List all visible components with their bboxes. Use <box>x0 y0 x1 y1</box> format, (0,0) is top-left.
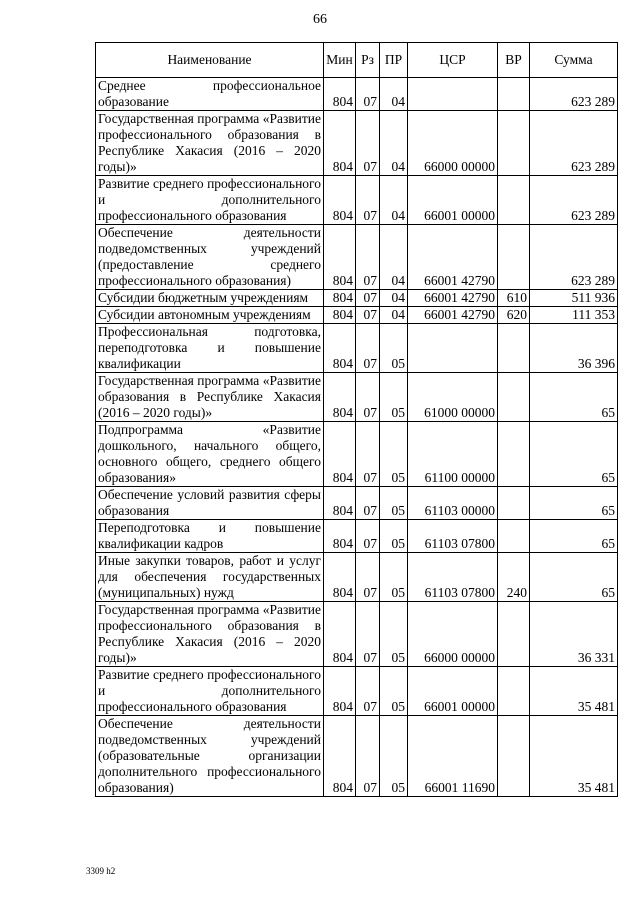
row-vr <box>498 111 530 176</box>
row-sum: 623 289 <box>530 111 618 176</box>
row-vr <box>498 667 530 716</box>
row-pr: 04 <box>380 307 408 324</box>
header-pr: ПР <box>380 43 408 78</box>
table-row <box>96 111 618 176</box>
table-body <box>96 78 618 797</box>
row-name: Развитие среднего профессионального и дополнительного профессионального образования <box>96 667 324 716</box>
row-csr: 66001 11690 <box>408 716 498 797</box>
row-rz: 07 <box>356 111 380 176</box>
row-sum: 65 <box>530 487 618 520</box>
header-sum: Сумма <box>530 43 618 78</box>
row-vr <box>498 422 530 487</box>
row-min: 804 <box>324 290 356 307</box>
row-rz: 07 <box>356 716 380 797</box>
row-name: Государственная программа «Развитие профессионального образования в Республике Хакасия (2016 – 2020 годы)» <box>96 111 324 176</box>
header-vr: ВР <box>498 43 530 78</box>
row-rz: 07 <box>356 553 380 602</box>
row-name: Переподготовка и повышение квалификации кадров <box>96 520 324 553</box>
row-vr <box>498 225 530 290</box>
row-min: 804 <box>324 602 356 667</box>
row-vr <box>498 373 530 422</box>
table-row <box>96 602 618 667</box>
row-csr <box>408 78 498 111</box>
row-name: Развитие среднего профессионального и дополнительного профессионального образования <box>96 176 324 225</box>
row-pr: 05 <box>380 373 408 422</box>
row-name: Обеспечение условий развития сферы образования <box>96 487 324 520</box>
row-sum: 623 289 <box>530 225 618 290</box>
table-row <box>96 422 618 487</box>
row-sum: 65 <box>530 373 618 422</box>
row-sum: 111 353 <box>530 307 618 324</box>
row-rz: 07 <box>356 290 380 307</box>
row-rz: 07 <box>356 422 380 487</box>
table-row <box>96 290 618 307</box>
row-sum: 35 481 <box>530 716 618 797</box>
row-pr: 04 <box>380 225 408 290</box>
row-pr: 05 <box>380 553 408 602</box>
row-sum: 35 481 <box>530 667 618 716</box>
table-row <box>96 78 618 111</box>
row-name: Иные закупки товаров, работ и услуг для обеспечения государственных (муниципальных) нужд <box>96 553 324 602</box>
row-min: 804 <box>324 225 356 290</box>
row-vr: 240 <box>498 553 530 602</box>
row-name: Подпрограмма «Развитие дошкольного, начального общего, основного общего, среднего общего образования» <box>96 422 324 487</box>
page-number: 66 <box>313 12 327 27</box>
row-csr: 61103 07800 <box>408 520 498 553</box>
header-name: Наименование <box>96 43 324 78</box>
table-header-row <box>96 43 618 78</box>
row-csr: 66000 00000 <box>408 111 498 176</box>
row-pr: 04 <box>380 78 408 111</box>
row-vr <box>498 176 530 225</box>
row-rz: 07 <box>356 307 380 324</box>
row-pr: 05 <box>380 324 408 373</box>
row-pr: 04 <box>380 111 408 176</box>
row-csr: 61100 00000 <box>408 422 498 487</box>
row-min: 804 <box>324 716 356 797</box>
row-pr: 04 <box>380 290 408 307</box>
header-min: Мин <box>324 43 356 78</box>
row-min: 804 <box>324 307 356 324</box>
row-rz: 07 <box>356 78 380 111</box>
row-vr <box>498 520 530 553</box>
row-sum: 623 289 <box>530 176 618 225</box>
row-rz: 07 <box>356 487 380 520</box>
row-pr: 05 <box>380 716 408 797</box>
row-csr: 66000 00000 <box>408 602 498 667</box>
row-pr: 05 <box>380 422 408 487</box>
row-min: 804 <box>324 373 356 422</box>
row-csr: 66001 00000 <box>408 176 498 225</box>
row-pr: 05 <box>380 667 408 716</box>
row-vr <box>498 716 530 797</box>
row-min: 804 <box>324 324 356 373</box>
row-min: 804 <box>324 422 356 487</box>
row-rz: 07 <box>356 176 380 225</box>
row-pr: 05 <box>380 487 408 520</box>
row-sum: 65 <box>530 520 618 553</box>
row-name: Государственная программа «Развитие профессионального образования в Республике Хакасия (2016 – 2020 годы)» <box>96 602 324 667</box>
row-vr <box>498 78 530 111</box>
table-row <box>96 307 618 324</box>
row-csr <box>408 324 498 373</box>
row-csr: 66001 42790 <box>408 290 498 307</box>
row-sum: 36 331 <box>530 602 618 667</box>
row-vr <box>498 324 530 373</box>
row-csr: 61103 00000 <box>408 487 498 520</box>
header-csr: ЦСР <box>408 43 498 78</box>
row-name: Обеспечение деятельности подведомственных учреждений (предоставление среднего профессионального образования) <box>96 225 324 290</box>
row-csr: 61000 00000 <box>408 373 498 422</box>
row-pr: 04 <box>380 176 408 225</box>
row-rz: 07 <box>356 225 380 290</box>
row-min: 804 <box>324 487 356 520</box>
table-row <box>96 667 618 716</box>
footer-code: 3309 h2 <box>86 866 116 876</box>
row-csr: 66001 00000 <box>408 667 498 716</box>
row-vr: 620 <box>498 307 530 324</box>
row-sum: 511 936 <box>530 290 618 307</box>
row-rz: 07 <box>356 602 380 667</box>
row-name: Государственная программа «Развитие образования в Республике Хакасия (2016 – 2020 годы)» <box>96 373 324 422</box>
row-name: Профессиональная подготовка, переподготовка и повышение квалификации <box>96 324 324 373</box>
row-rz: 07 <box>356 520 380 553</box>
table-row <box>96 225 618 290</box>
table-row <box>96 716 618 797</box>
table-row <box>96 520 618 553</box>
row-name: Среднее профессиональное образование <box>96 78 324 111</box>
row-vr: 610 <box>498 290 530 307</box>
table-row <box>96 373 618 422</box>
table-row <box>96 487 618 520</box>
row-vr <box>498 487 530 520</box>
row-sum: 65 <box>530 422 618 487</box>
table-row <box>96 176 618 225</box>
row-rz: 07 <box>356 324 380 373</box>
row-csr: 66001 42790 <box>408 225 498 290</box>
row-pr: 05 <box>380 520 408 553</box>
row-min: 804 <box>324 111 356 176</box>
row-sum: 36 396 <box>530 324 618 373</box>
row-csr: 66001 42790 <box>408 307 498 324</box>
row-min: 804 <box>324 553 356 602</box>
row-name: Субсидии автономным учреждениям <box>96 307 324 324</box>
row-csr: 61103 07800 <box>408 553 498 602</box>
table-row <box>96 324 618 373</box>
row-sum: 65 <box>530 553 618 602</box>
row-pr: 05 <box>380 602 408 667</box>
row-name: Субсидии бюджетным учреждениям <box>96 290 324 307</box>
row-name: Обеспечение деятельности подведомственных учреждений (образовательные организации дополнительного профессионального образования) <box>96 716 324 797</box>
row-min: 804 <box>324 520 356 553</box>
row-rz: 07 <box>356 373 380 422</box>
row-sum: 623 289 <box>530 78 618 111</box>
row-vr <box>498 602 530 667</box>
table-row <box>96 553 618 602</box>
header-rz: Рз <box>356 43 380 78</box>
budget-table <box>95 42 618 797</box>
row-min: 804 <box>324 78 356 111</box>
row-min: 804 <box>324 176 356 225</box>
row-min: 804 <box>324 667 356 716</box>
row-rz: 07 <box>356 667 380 716</box>
